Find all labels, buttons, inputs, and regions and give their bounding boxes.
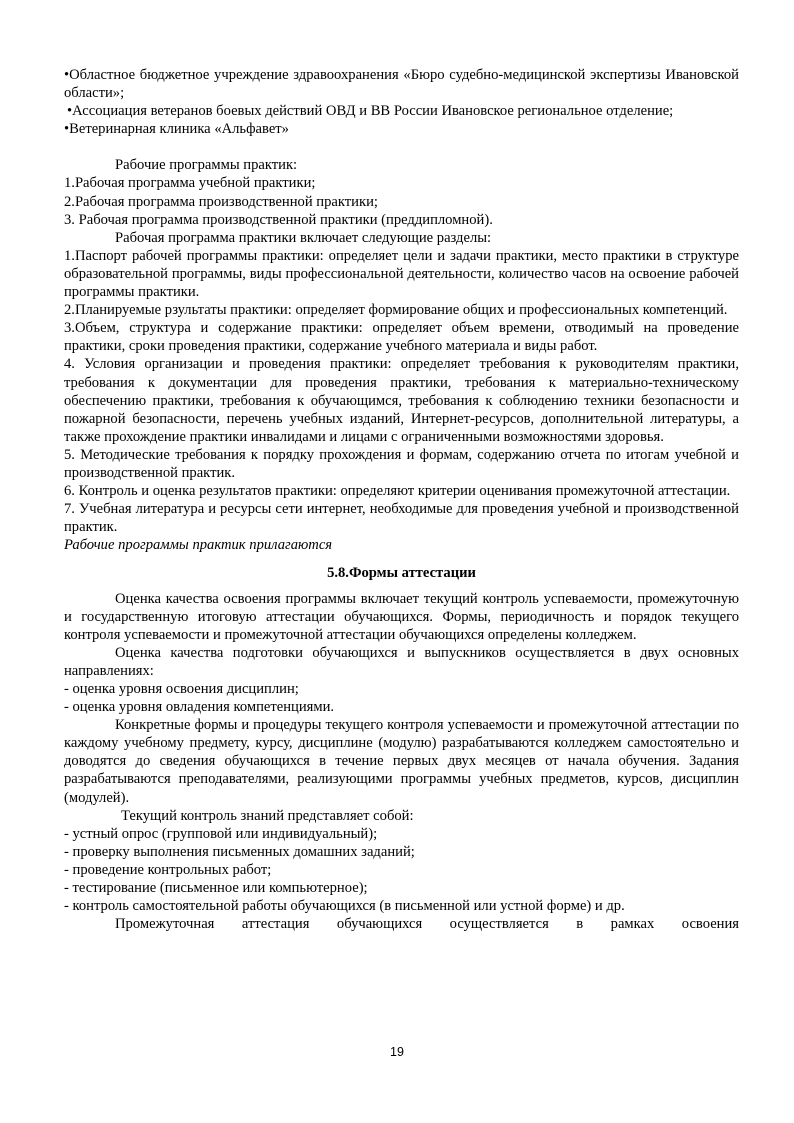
document-page bbox=[64, 66, 739, 933]
paragraph: Оценка качества освоения программы включает текущий контроль успеваемости, промежуточную и государственную итоговую аттестации обучающихся. Формы, периодичность и порядок текущего контроля успеваемости и промежуточной аттестации обучающихся определены колледжем. bbox=[64, 590, 739, 643]
attached-note: Рабочие программы практик прилагаются bbox=[64, 537, 333, 554]
section-item: 2.Планируемые рзультаты практики: определяет формирование общих и профессиональных компетенций. bbox=[64, 302, 728, 319]
paragraph: Конкретные формы и процедуры текущего контроля успеваемости и промежуточной аттестации по каждому учебному предмету, курсу, дисциплине (модулю) разрабатываются колледжем самостоятельно и доводятся до сведения обучающихся в течение первых двух месяцев от начала обучения. Задания разрабатываются преподавателями, реализующими программы учебных предметов, курсов, дисциплин (модулей). bbox=[64, 717, 739, 806]
section-item: 4. Условия организации и проведения практики: определяет требования к руководителям практики, требования к документации для проведения практики, требования к материально-техническому обеспечению практики, требования к обучающимся, требования к соблюдению техники безопасности и пожарной безопасности, перечень учебных изданий, Интернет-ресурсов, дополнительной литературы, а также прохождение практики инвалидами и лицами с ограниченными возможностями здоровья. bbox=[64, 356, 739, 445]
section-item: 5. Методические требования к порядку прохождения и формам, содержанию отчета по итогам учебной и производственной практик. bbox=[64, 446, 739, 481]
org-item: •Ассоциация ветеранов боевых действий ОВД и ВВ России Ивановское региональное отделение; bbox=[67, 103, 674, 120]
control-item: - контроль самостоятельной работы обучающихся (в письменной или устной форме) и др. bbox=[64, 898, 625, 915]
page-number: 19 bbox=[390, 1045, 404, 1059]
programs-title: Рабочие программы практик: bbox=[115, 157, 298, 174]
section-item: 7. Учебная литература и ресурсы сети интернет, необходимые для проведения учебной и производственной практик. bbox=[64, 501, 739, 536]
program-item: 2.Рабочая программа производственной практики; bbox=[64, 193, 378, 210]
paragraph: Оценка качества подготовки обучающихся и выпускников осуществляется в двух основных направлениях: bbox=[64, 644, 739, 679]
control-item: - проведение контрольных работ; bbox=[64, 861, 272, 878]
control-item: - проверку выполнения письменных домашних заданий; bbox=[64, 843, 415, 860]
program-item: 1.Рабочая программа учебной практики; bbox=[64, 175, 316, 192]
section-item: 1.Паспорт рабочей программы практики: определяет цели и задачи практики, место практики в структуре образовательной программы, виды профессиональной деятельности, количество часов на освоение рабочей программы практики. bbox=[64, 247, 739, 301]
sections-intro: Рабочая программа практики включает следующие разделы: bbox=[115, 229, 492, 246]
spacer bbox=[64, 138, 739, 156]
direction-item: - оценка уровня освоения дисциплин; bbox=[64, 681, 299, 697]
control-item: - устный опрос (групповой или индивидуальный); bbox=[64, 825, 378, 842]
org-item: •Ветеринарная клиника «Альфавет» bbox=[64, 121, 289, 138]
section-heading: 5.8.Формы аттестации bbox=[327, 565, 476, 582]
org-item: •Областное бюджетное учреждение здравоохранения «Бюро судебно-медицинской экспертизы Ивановской области»; bbox=[64, 67, 739, 102]
program-item: 3. Рабочая программа производственной практики (преддипломной). bbox=[64, 211, 493, 228]
direction-item: - оценка уровня овладения компетенциями. bbox=[64, 699, 335, 716]
control-item: - тестирование (письменное или компьютерное); bbox=[64, 880, 368, 897]
section-item: 6. Контроль и оценка результатов практики: определяют критерии оценивания промежуточной аттестации. bbox=[64, 483, 731, 500]
control-intro: Текущий контроль знаний представляет собой: bbox=[121, 807, 414, 824]
paragraph-continued: Промежуточная аттестация обучающихся осуществляется в рамках освоения bbox=[115, 916, 739, 933]
section-item: 3.Объем, структура и содержание практики: определяет объем времени, отводимый на проведение практики, сроки проведения практики, содержание учебного материала и виды работ. bbox=[64, 320, 739, 355]
